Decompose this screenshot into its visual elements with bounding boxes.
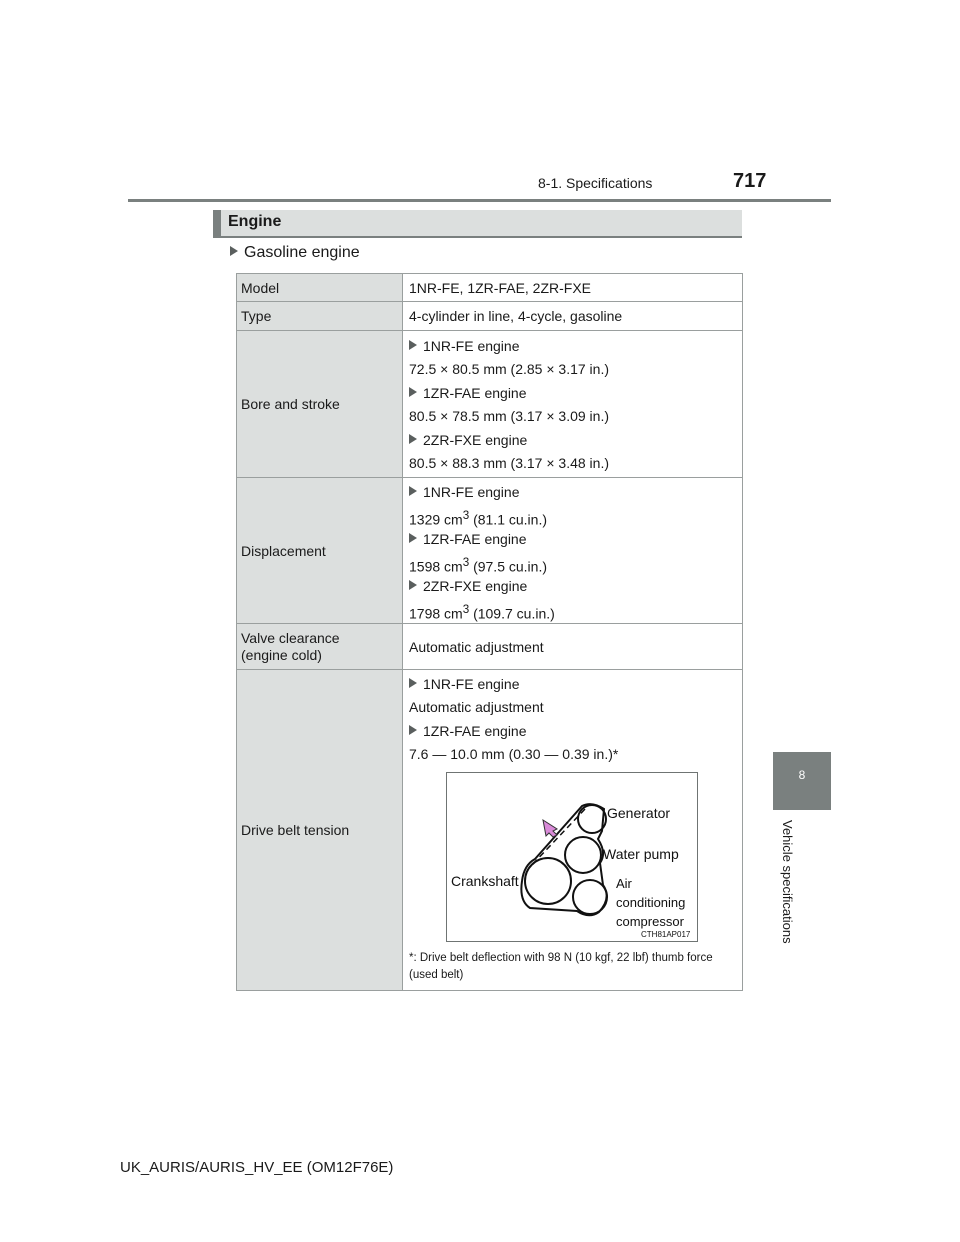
triangle-bullet-icon: [409, 725, 417, 735]
table-row: [237, 331, 743, 478]
table-row: [237, 670, 743, 991]
unit-superscript: 3: [462, 509, 470, 522]
engine-name: 1ZR-FAE engine: [423, 531, 527, 547]
section-title: Engine: [228, 213, 282, 230]
row-label: Model: [237, 274, 403, 302]
table-row: [237, 302, 743, 331]
footnote: *: Drive belt deflection with 98 N (10 kgf, 22 lbf) thumb force (used belt): [409, 952, 713, 981]
engine-subhead: [409, 719, 742, 743]
row-label: Displacement: [237, 478, 403, 624]
crankshaft-pulley: [525, 858, 571, 904]
label-conditioning: conditioning: [616, 895, 686, 910]
engine-subhead: [409, 672, 742, 696]
arrow-icon: [543, 820, 557, 837]
diagram-code: CTH81AP017: [641, 930, 691, 939]
volume: 1798 cm: [409, 605, 463, 622]
water-pump-pulley: [565, 837, 601, 873]
row-value: 4-cylinder in line, 4-cycle, gasoline: [403, 302, 743, 331]
document-footer: UK_AURIS/AURIS_HV_EE (OM12F76E): [120, 1159, 394, 1176]
triangle-bullet-icon: [409, 387, 417, 397]
row-value: [403, 478, 743, 624]
spec-line: 7.6 — 10.0 mm (0.30 — 0.39 in.)*: [409, 746, 619, 762]
section-heading-bar: [213, 210, 742, 238]
spec-line: [409, 504, 742, 527]
spec-line: [409, 551, 742, 574]
triangle-bullet-icon: [409, 678, 417, 688]
subheading: [230, 244, 360, 262]
spec-line: Automatic adjustment: [409, 699, 544, 715]
volume-imperial: (81.1 cu.in.): [469, 511, 548, 528]
chapter-label: Vehicle specifications: [780, 820, 795, 944]
engine-subhead: [409, 428, 742, 452]
engine-name: 1NR-FE engine: [423, 676, 520, 692]
label-line: Valve clearance: [241, 629, 340, 646]
unit-superscript: 3: [462, 603, 470, 616]
engine-subhead: [409, 527, 742, 551]
chapter-tab: [773, 752, 831, 810]
triangle-bullet-icon: [409, 580, 417, 590]
engine-subhead: [409, 334, 742, 358]
spec-line: [409, 598, 742, 621]
table-row: [237, 274, 743, 302]
spec-line: 80.5 × 88.3 mm (3.17 × 3.48 in.): [409, 454, 610, 471]
volume-imperial: (97.5 cu.in.): [469, 558, 548, 575]
engine-subhead: [409, 480, 742, 504]
row-value: Automatic adjustment: [403, 624, 743, 670]
belt-diagram-drawing: [447, 773, 697, 941]
spec-line: 80.5 × 78.5 mm (3.17 × 3.09 in.): [409, 407, 610, 424]
label-generator: Generator: [607, 805, 671, 821]
running-header-section: 8-1. Specifications: [538, 175, 653, 191]
engine-name: 2ZR-FXE engine: [423, 431, 528, 448]
row-value: [403, 331, 743, 478]
engine-name: 1ZR-FAE engine: [423, 384, 527, 401]
engine-subhead: [409, 574, 742, 598]
label-line: (engine cold): [241, 646, 322, 663]
table-row: [237, 478, 743, 624]
section-accent: [213, 210, 221, 236]
chapter-number: 8: [798, 768, 806, 782]
belt-diagram: [446, 772, 698, 942]
triangle-bullet-icon: [409, 486, 417, 496]
row-value: [403, 670, 743, 991]
unit-superscript: 3: [462, 556, 470, 569]
triangle-bullet-icon: [409, 340, 417, 350]
table-row: [237, 624, 743, 670]
row-label: [237, 624, 403, 670]
volume: 1329 cm: [409, 511, 463, 528]
label-compressor: compressor: [616, 914, 684, 929]
triangle-bullet-icon: [230, 246, 238, 256]
spec-line: 72.5 × 80.5 mm (2.85 × 3.17 in.): [409, 360, 610, 377]
spec-table: [236, 273, 743, 991]
volume: 1598 cm: [409, 558, 463, 575]
triangle-bullet-icon: [409, 434, 417, 444]
label-water-pump: Water pump: [603, 846, 679, 862]
subheading-text: Gasoline engine: [244, 244, 360, 261]
volume-imperial: (109.7 cu.in.): [469, 605, 555, 622]
row-label: Bore and stroke: [237, 331, 403, 478]
row-label: Type: [237, 302, 403, 331]
label-crankshaft: Crankshaft: [451, 873, 519, 889]
engine-name: 1NR-FE engine: [423, 484, 520, 500]
label-air: Air: [616, 876, 632, 891]
row-label: Drive belt tension: [237, 670, 403, 991]
engine-name: 1ZR-FAE engine: [423, 723, 527, 739]
engine-name: 1NR-FE engine: [423, 337, 520, 354]
header-rule: [128, 199, 831, 202]
triangle-bullet-icon: [409, 533, 417, 543]
engine-name: 2ZR-FXE engine: [423, 578, 528, 594]
row-value: 1NR-FE, 1ZR-FAE, 2ZR-FXE: [403, 274, 743, 302]
engine-subhead: [409, 381, 742, 405]
page-number: 717: [733, 170, 767, 192]
